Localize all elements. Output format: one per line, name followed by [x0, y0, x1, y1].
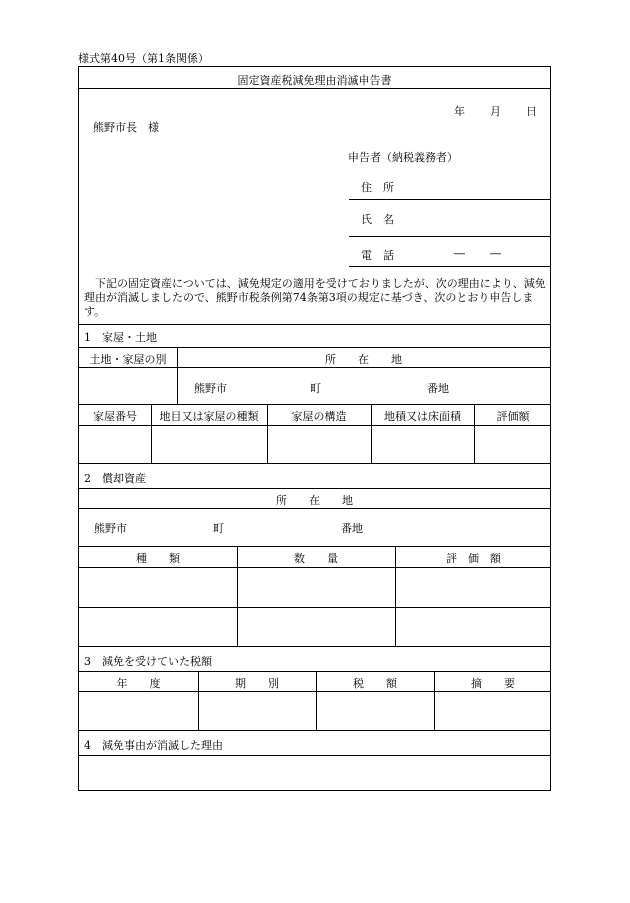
divider — [79, 508, 550, 509]
table-header: 種 類 — [136, 552, 180, 565]
divider — [79, 404, 550, 405]
location-header: 所 在 地 — [276, 494, 353, 507]
table-header: 地目又は家屋の種類 — [159, 410, 259, 423]
divider — [79, 488, 550, 489]
location-city: 熊野市 — [94, 522, 127, 535]
divider — [79, 691, 550, 692]
divider — [79, 755, 550, 756]
location-banchi: 番地 — [341, 522, 363, 535]
divider — [79, 546, 550, 547]
divider — [79, 425, 550, 426]
location-banchi: 番地 — [427, 382, 449, 395]
phone-label: 電 話 — [361, 249, 394, 262]
name-label: 氏 名 — [361, 213, 394, 226]
phone-separator: ― — [490, 247, 501, 260]
table-header: 摘 要 — [471, 677, 515, 690]
applicant-heading: 申告者（納税義務者） — [348, 151, 458, 164]
col-divider — [434, 671, 435, 730]
divider — [79, 463, 550, 464]
col-divider — [395, 546, 396, 646]
divider — [79, 367, 550, 368]
table-header: 税 額 — [353, 677, 397, 690]
intro-text: 下記の固定資産については、減免規定の適用を受けておりましたが、次の理由により、減免理由が消滅しましたので、熊野市税条例第74条第3項の規定に基づき、次のとおり申告します。 — [84, 277, 546, 318]
divider — [79, 567, 550, 568]
table-header: 家屋番号 — [93, 410, 137, 423]
date-day: 日 — [526, 105, 537, 118]
location-city: 熊野市 — [194, 382, 227, 395]
date-month: 月 — [490, 105, 501, 118]
divider — [79, 646, 550, 647]
table-header: 年 度 — [116, 677, 161, 690]
table-header: 評価額 — [496, 410, 530, 423]
divider — [79, 730, 550, 731]
col-divider — [267, 404, 268, 463]
name-line — [349, 236, 550, 237]
divider — [79, 88, 550, 89]
section4-title: 4 減免事由が消滅した理由 — [84, 739, 223, 752]
col-divider — [371, 404, 372, 463]
form-title: 固定資産税減免理由消滅申告書 — [237, 74, 392, 87]
col-divider — [198, 671, 199, 730]
table-header: 地積又は床面積 — [384, 410, 461, 423]
col-divider — [177, 347, 178, 404]
phone-line — [349, 266, 550, 267]
date-year: 年 — [454, 105, 465, 118]
section2-title: 2 償却資産 — [84, 472, 146, 485]
location-header: 所 在 地 — [325, 353, 402, 366]
divider — [79, 607, 550, 608]
address-label: 住 所 — [361, 181, 394, 194]
form-id: 様式第40号（第1条関係） — [78, 52, 209, 65]
declaration-form — [78, 66, 551, 791]
col-divider — [151, 404, 152, 463]
location-town: 町 — [310, 382, 321, 395]
table-header: 評 価 額 — [446, 552, 501, 565]
phone-separator: ― — [454, 247, 465, 260]
type-header: 土地・家屋の別 — [89, 353, 167, 366]
addressee: 熊野市長 様 — [93, 121, 159, 134]
section3-title: 3 減免を受けていた税額 — [84, 655, 212, 668]
table-header: 家屋の構造 — [291, 410, 347, 423]
divider — [79, 347, 550, 348]
section1-title: 1 家屋・土地 — [84, 331, 157, 344]
divider — [79, 324, 550, 325]
address-line — [349, 199, 550, 200]
table-header: 数 量 — [294, 552, 338, 565]
col-divider — [237, 546, 238, 646]
col-divider — [316, 671, 317, 730]
divider — [79, 671, 550, 672]
location-town: 町 — [213, 522, 224, 535]
table-header: 期 別 — [235, 677, 279, 690]
col-divider — [474, 404, 475, 463]
